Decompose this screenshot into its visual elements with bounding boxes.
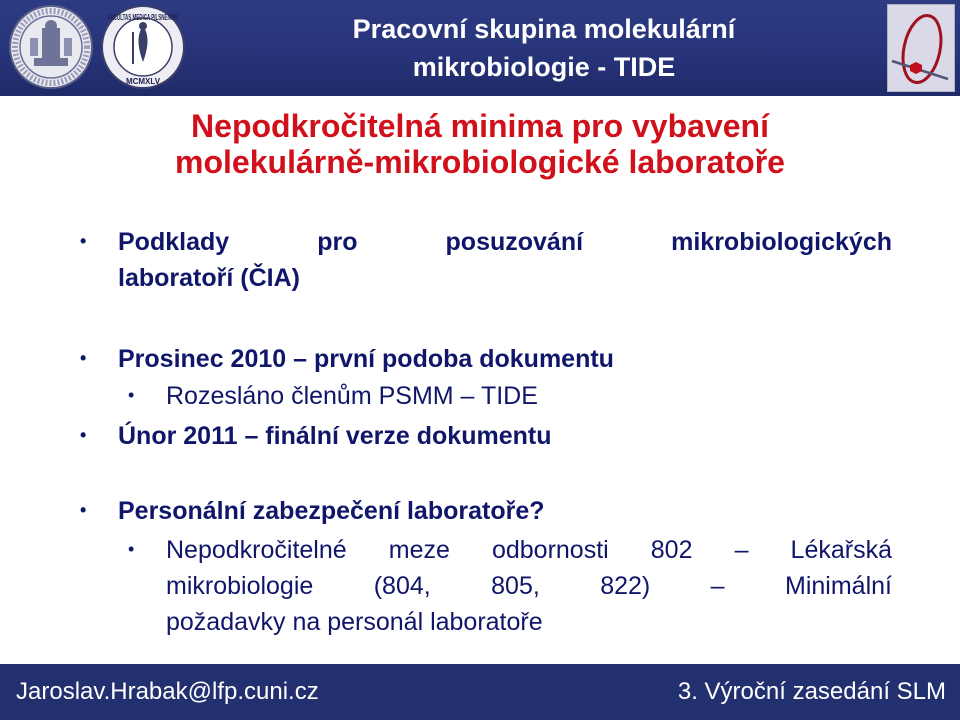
faculty-of-medicine-pilsen-seal-icon bbox=[100, 4, 186, 90]
slide-title-line1: Nepodkročitelná minima pro vybavení bbox=[191, 108, 769, 144]
seal-text: FACULTAS MEDICA PILSNENSIS bbox=[108, 13, 179, 22]
sub-bullet-nepodkrocitelne bbox=[128, 532, 892, 640]
bullet-dot: • bbox=[80, 231, 87, 251]
bullet-personalni-text: Personální zabezpečení laboratoře? bbox=[118, 497, 545, 525]
bullet-dot: • bbox=[80, 425, 87, 445]
tide-logo-icon bbox=[888, 5, 954, 91]
tide-logo bbox=[887, 4, 955, 92]
bullet-podklady bbox=[80, 224, 892, 296]
footer-event: 3. Výroční zasedání SLM bbox=[677, 678, 946, 705]
bullet-prosinec-text: Prosinec 2010 – první podoba dokumentu bbox=[118, 345, 614, 373]
bullet-podklady-line1: Podklady pro posuzování mikrobiologických bbox=[118, 228, 892, 256]
footer-email: Jaroslav.Hrabak@lfp.cuni.cz bbox=[16, 678, 319, 705]
bullet-prosinec bbox=[80, 341, 892, 377]
bullet-unor bbox=[80, 418, 892, 454]
group-title bbox=[298, 10, 790, 86]
bullet-podklady-line2: laboratoří (ČIA) bbox=[118, 264, 300, 292]
sub-bullet-rozeslano-text: Rozesláno členům PSMM – TIDE bbox=[166, 382, 538, 410]
sub-bullet-nepodkrocitelne-line3: požadavky na personál laboratoře bbox=[166, 608, 543, 636]
bullet-dot: • bbox=[128, 539, 135, 559]
bullet-dot: • bbox=[128, 385, 135, 405]
slide-title bbox=[40, 108, 920, 180]
sub-bullet-nepodkrocitelne-line2: mikrobiologie (804, 805, 822) – Minimální bbox=[166, 572, 892, 600]
bullet-dot: • bbox=[80, 348, 87, 368]
bullet-personalni bbox=[80, 493, 892, 529]
seal-year: MCMXLV bbox=[125, 77, 161, 86]
header-bar bbox=[0, 0, 960, 96]
group-title-line2: mikrobiologie - TIDE bbox=[412, 52, 676, 82]
bullet-dot: • bbox=[80, 500, 87, 520]
charles-university-seal-icon bbox=[8, 4, 94, 90]
group-title-line1: Pracovní skupina molekulární bbox=[352, 14, 736, 44]
footer-bar bbox=[0, 664, 960, 720]
slide-title-line2: molekulárně-mikrobiologické laboratoře bbox=[175, 144, 785, 180]
bullet-unor-text: Únor 2011 – finální verze dokumentu bbox=[118, 422, 552, 450]
sub-bullet-rozeslano bbox=[128, 378, 892, 414]
sub-bullet-nepodkrocitelne-line1: Nepodkročitelné meze odbornosti 802 – Lékařská bbox=[166, 536, 892, 564]
